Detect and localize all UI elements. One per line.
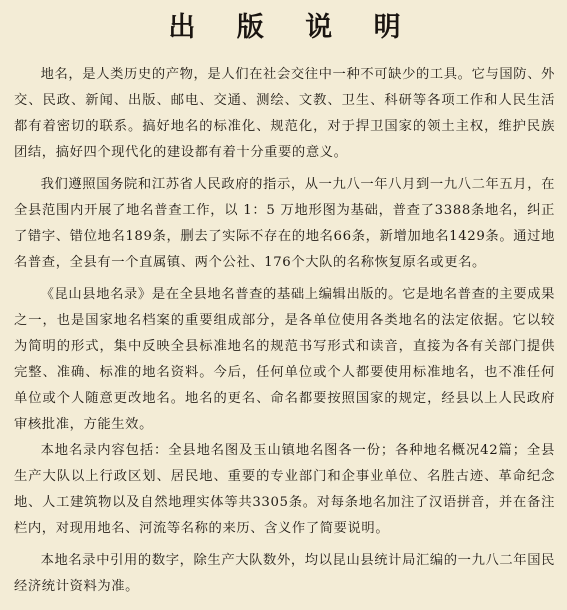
paragraph-survey-work: 我们遵照国务院和江苏省人民政府的指示，从一九八一年八月到一九八二年五月，在全县范围内开展了地名普查工作，以 1：5 万地形图为基础，普查了3388条地名，纠正了错字、错位地名189条，删去了实际不存在的地名66条，新增加地名1429条。通过地名普查，全县有一个直属镇、两个公社、176个大队的名称恢复原名或更名。: [14, 177, 555, 270]
paragraph-directory-purpose: 《昆山县地名录》是在全县地名普查的基础上编辑出版的。它是地名普查的主要成果之一，也是国家地名档案的重要组成部分，是各单位使用各类地名的法定依据。它以较为简明的形式，集中反映全县标准地名的规范书写形式和读音，直接为各有关部门提供完整、准确、标准的地名资料。今后，任何单位或个人都要使用标准地名，也不准任何单位或个人随意更改地名。地名的更名、命名都要按照国家的规定，经县以上人民政府审核批准，方能生效。: [14, 287, 555, 432]
paragraph-statistics-source: 本地名录中引用的数字，除生产大队数外，均以昆山县统计局汇编的一九八二年国民经济统计资料为准。: [14, 553, 555, 594]
document-body: [14, 62, 555, 600]
paragraph-directory-contents: 本地名录内容包括：全县地名图及玉山镇地名图各一份；各种地名概况42篇；全县生产大队以上行政区划、居民地、重要的专业部门和企事业单位、名胜古迹、革命纪念地、人工建筑物以及自然地理实体等共3305条。对每条地名加注了汉语拼音，并在备注栏内，对现用地名、河流等名称的来历、含义作了简要说明。: [14, 443, 555, 536]
page-title: 出 版 说 明: [168, 12, 417, 43]
paragraph-place-names-importance: 地名，是人类历史的产物，是人们在社会交往中一种不可缺少的工具。它与国防、外交、民政、新闻、出版、邮电、交通、测绘、文教、卫生、科研等各项工作和人民生活都有着密切的联系。搞好地名的标准化、规范化，对于捍卫国家的领土主权，维护民族团结，搞好四个现代化的建设都有着十分重要的意义。: [14, 67, 555, 160]
